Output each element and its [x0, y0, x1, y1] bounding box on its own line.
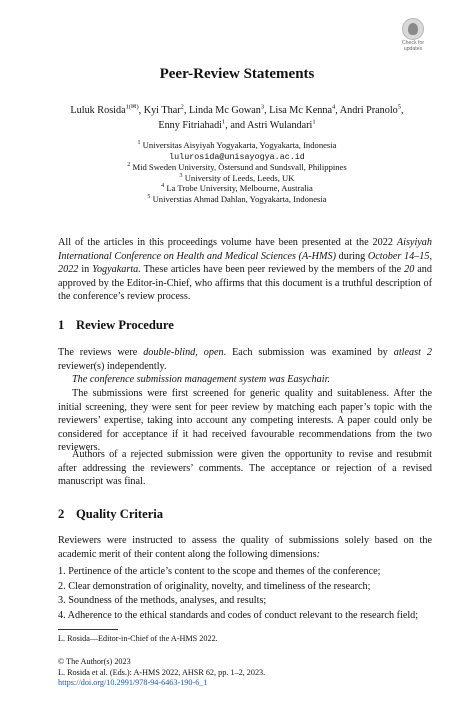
reviewer-count: atleast 2	[393, 347, 432, 358]
conference-dates: October 14–15, 2022	[58, 250, 432, 276]
author-line-2	[40, 118, 434, 133]
section-2-heading	[58, 507, 163, 522]
intro-text: All of the articles in this proceedings volume have been presented at the 2022	[58, 237, 397, 248]
author-separator: ,	[335, 105, 340, 116]
conference-location: Yogyakarta.	[92, 264, 141, 276]
citation-line: L. Rosida et al. (Eds.): A-HMS 2022, AHSR 62, pp. 1–2, 2023.	[58, 667, 266, 677]
criteria-list	[58, 565, 438, 623]
author-name: Lisa Mc Kenna	[269, 105, 332, 116]
badge-label	[396, 41, 430, 52]
affiliation-text: Universitas Aisyiyah Yogyakarta, Yogyakarta, Indonesia	[142, 140, 337, 150]
list-item: 3. Soundness of the methods, analyses, and results;	[58, 595, 267, 606]
author-affiliation-mark: 3	[260, 103, 265, 111]
author-affiliation-mark: 1	[222, 118, 226, 126]
section-1-paragraph-2	[58, 373, 432, 387]
author-name: Linda Mc Gowan	[188, 105, 261, 116]
review-type: double-blind, open	[143, 347, 224, 358]
list-item: 4. Adherence to the ethical standards and codes of conduct relevant to the research field;	[58, 609, 419, 621]
section-1-heading	[58, 318, 174, 333]
author-separator: ,	[183, 105, 189, 116]
author-affiliation-mark: 4	[331, 103, 336, 111]
submission-system-text: The conference submission management system was Easychair.	[72, 374, 330, 385]
affiliation-item	[40, 183, 434, 194]
affiliation-text: University of Leeds, Leeds, UK	[184, 172, 295, 183]
author-separator: , and	[225, 120, 248, 131]
body-text: . Each submission was examined by	[223, 347, 394, 358]
author-list	[40, 103, 434, 133]
affiliation-mark: 5	[147, 194, 151, 201]
badge-line-1: Check for	[401, 40, 425, 46]
badge-line-2: updates	[403, 45, 423, 52]
affiliation-mark: 3	[179, 172, 183, 179]
affiliation-text: Universtias Ahmad Dahlan, Yogyakarta, Indonesia	[152, 193, 327, 204]
paper-title: Peer-Review Statements	[159, 66, 315, 82]
affiliation-text: La Trobe University, Melbourne, Australia	[166, 183, 313, 194]
section-title: Quality Criteria	[76, 507, 164, 521]
author-name: Andri Pranolo	[339, 105, 398, 116]
author-affiliation-mark: 2	[180, 103, 184, 111]
intro-text: These articles have been peer reviewed by the members of the	[140, 264, 405, 276]
affiliation-email[interactable]	[40, 151, 434, 163]
intro-text: in	[78, 264, 93, 276]
author-line-1	[40, 103, 434, 118]
section-2-paragraph-1	[58, 534, 432, 561]
section-1-paragraph-1	[58, 346, 432, 373]
author-affiliation-mark: 5	[397, 103, 402, 111]
copyright-block	[58, 657, 265, 689]
intro-text: and approved by the Editor-in-Chief, who affirms that this document is a truthful description of the conference’s review process.	[58, 264, 432, 303]
conference-name: Aisyiyah International Conference on Health and Medical Sciences (A-HMS)	[58, 237, 432, 262]
crossmark-icon	[402, 18, 424, 40]
footnote-divider	[58, 629, 118, 630]
section-number: 1	[58, 318, 65, 332]
author-name: Enny Fitriahadi	[158, 120, 223, 131]
section-title: Review Procedure	[76, 318, 174, 332]
section-1-paragraph-4: Authors of a rejected submission were given the opportunity to revise and resubmit after addressing the reviewers’ comments. The acceptance or rejection of a revised manuscript was final.	[58, 449, 432, 488]
body-text: Reviewers were instructed to assess the quality of submissions solely based on the academic merit of their content along the following dimensions	[58, 535, 432, 560]
author-separator: ,	[264, 105, 270, 116]
author-name: Luluk Rosida	[70, 105, 126, 116]
affiliation-mark: 4	[161, 183, 165, 190]
committee-size: 20	[404, 264, 415, 276]
list-item: 2. Clear demonstration of originality, novelty, and timeliness of the research;	[58, 580, 371, 592]
section-number: 2	[58, 507, 65, 521]
doi-link[interactable]: https://doi.org/10.2991/978-94-6463-190-6_1	[58, 678, 208, 687]
author-name: Astri Wulandari	[247, 120, 313, 131]
author-separator: ,	[401, 105, 404, 116]
body-text: reviewer(s) independently.	[58, 360, 167, 372]
affiliation-list	[40, 140, 434, 205]
affiliation-item	[40, 140, 434, 151]
section-1-paragraph-3: The submissions were first screened for generic quality and suitableness. After the initial screening, they were sent for peer review by matching each paper’s topic with the reviewers’ expertise, taking into account any competing interests. A paper could only be considered for acceptance if it had received favourable recommendations from the two reviewers.	[58, 388, 432, 454]
body-text: :	[316, 548, 320, 560]
email-text[interactable]: lulurosida@unisayogya.ac.id	[169, 151, 305, 162]
check-for-updates-badge[interactable]	[396, 18, 430, 54]
intro-paragraph	[58, 236, 432, 304]
affiliation-text: Mid Sweden University, Östersund and Sundsvall, Philippines	[132, 162, 347, 173]
copyright-line: © The Author(s) 2023	[58, 657, 131, 666]
author-affiliation-mark: 1(✉)	[125, 103, 139, 111]
author-separator: ,	[138, 105, 144, 116]
affiliation-item	[40, 162, 434, 173]
footnote: L. Rosida—Editor-in-Chief of the A-HMS 2022.	[58, 634, 218, 643]
intro-text: during	[335, 250, 368, 262]
affiliation-item	[40, 194, 434, 205]
affiliation-mark: 2	[127, 162, 131, 169]
author-name: Kyi Thar	[143, 105, 181, 116]
author-affiliation-mark: 1	[312, 118, 316, 126]
affiliation-mark: 1	[137, 140, 141, 147]
body-text: The reviews were	[58, 347, 144, 358]
affiliation-item	[40, 173, 434, 184]
list-item: 1. Pertinence of the article’s content to the scope and themes of the conference;	[58, 566, 381, 577]
